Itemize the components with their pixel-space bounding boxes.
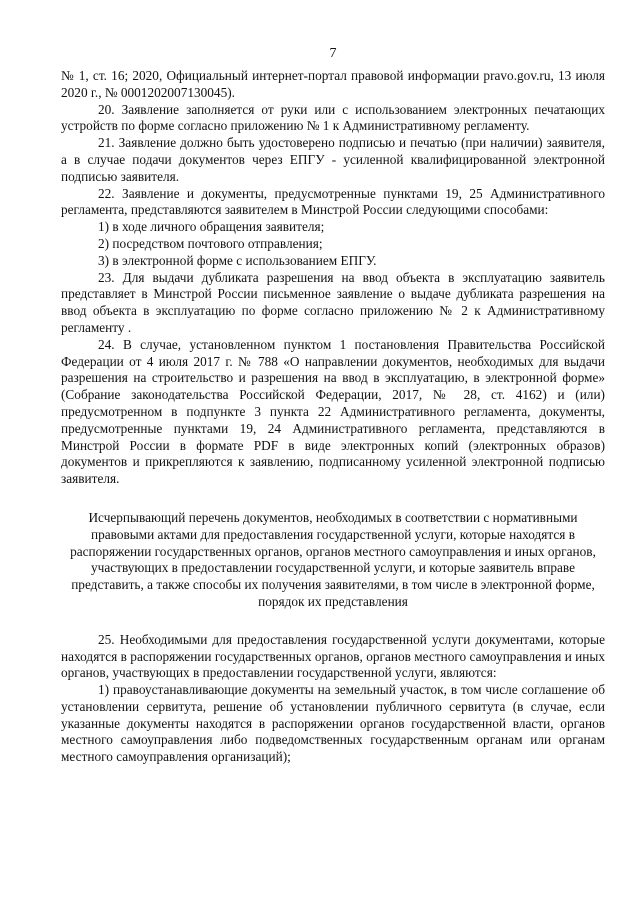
document-body: [61, 68, 605, 766]
page-number: 7: [329, 46, 337, 61]
spacer: [61, 611, 605, 632]
paragraph-25: 25. Необходимыми для предоставления государственной услуги документами, которые находятся в распоряжении государственных органов, органов местного самоуправления и иных органов, участвующих в предоставлении государственной услуги, являются:: [61, 631, 605, 681]
list-item: 1) в ходе личного обращения заявителя;: [98, 219, 325, 235]
list-item: 3) в электронной форме с использованием ЕПГУ.: [98, 252, 377, 268]
list-item: 2) посредством почтового отправления;: [98, 235, 323, 251]
paragraph-21: 21. Заявление должно быть удостоверено подписью и печатью (при наличии) заявителя, а в случае подачи документов через ЕПГУ - усиленной квалифицированной электронной подписью заявителя.: [61, 135, 605, 184]
spacer: [61, 488, 605, 510]
paragraph-20: 20. Заявление заполняется от руки или с использованием электронных печатающих устройств по форме согласно приложению № 1 к Административному регламенту.: [61, 101, 605, 134]
paragraph-continuation: № 1, ст. 16; 2020, Официальный интернет-портал правовой информации pravo.gov.ru, 13 июля 2020 г., № 0001202007130045).: [61, 68, 605, 100]
paragraph-22: 22. Заявление и документы, предусмотренные пунктами 19, 25 Административного регламента, представляются заявителем в Минстрой России следующими способами:: [61, 185, 605, 218]
section-heading: Исчерпывающий перечень документов, необходимых в соответствии с нормативными правовыми актами для предоставления государственной услуги, которые находятся в распоряжении государственных органов, органов местного самоуправления и иных органов, участвующих в предоставлении государственной услуги, и которые заявитель вправе представить, а также способы их получения заявителями, в том числе в электронной форме, порядок их представления: [70, 509, 596, 609]
paragraph-23: 23. Для выдачи дубликата разрешения на ввод объекта в эксплуатацию заявитель представляет в Минстрой России письменное заявление о выдаче дубликата разрешения на ввод объекта в эксплуатацию по форме согласно приложению № 2 к Административному регламенту .: [61, 269, 605, 335]
paragraph-25-1: 1) правоустанавливающие документы на земельный участок, в том числе соглашение об установлении сервитута, решение об установлении публичного сервитута (в случае, если указанные документы находятся в распоряжении органов государственной власти, органов местного самоуправления либо подведомственных государственным органам или органам местного самоуправления организаций);: [61, 682, 605, 765]
paragraph-24: 24. В случае, установленном пунктом 1 постановления Правительства Российской Федерации от 4 июля 2017 г. № 788 «О направлении документов, необходимых для выдачи разрешения на строительство и разрешения на ввод в эксплуатацию, в электронной форме» (Собрание законодательства Российской Федерации, 2017, № 28, ст. 4162) и (или) предусмотренном в подпункте 3 пункта 22 Административного регламента, документы, предусмотренные пунктами 19, 24 Административного регламента, представляются в Минстрой России в формате PDF в виде электронных копий (электронных образов) документов и прикрепляются к заявлению, подписанному усиленной электронной подписью заявителя.: [61, 336, 605, 487]
